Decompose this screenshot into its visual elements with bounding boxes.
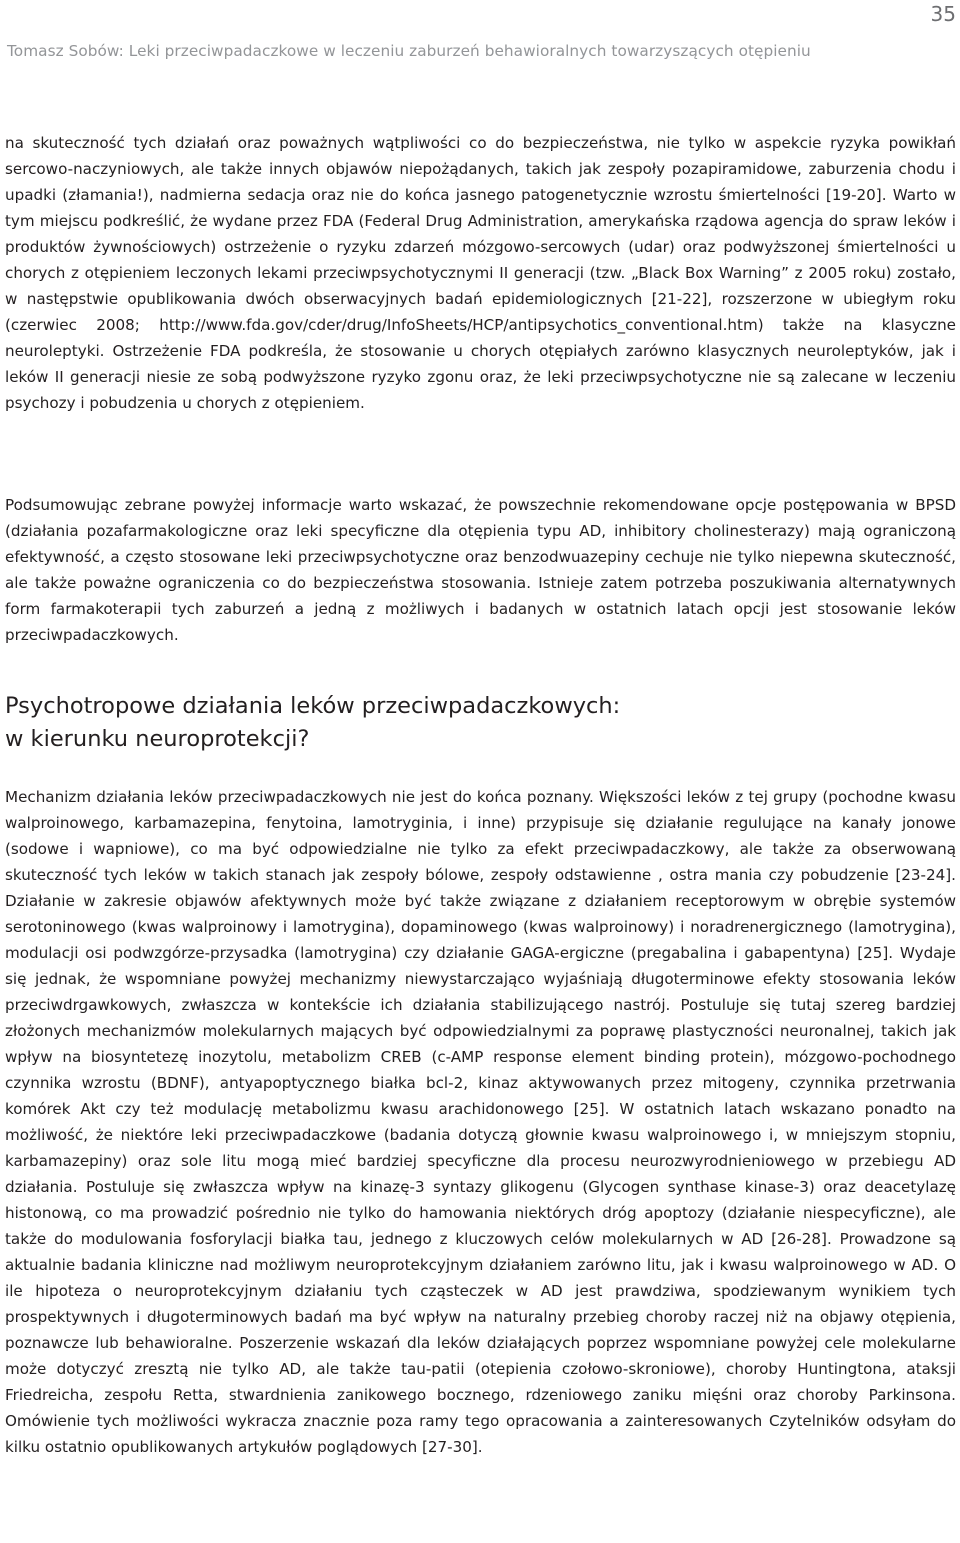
body-paragraph: na skuteczność tych działań oraz poważnych wątpliwości co do bezpieczeństwa, nie tylko w aspekcie ryzyka powikłań sercowo-naczyniowych, ale także innych objawów niepożądanych, takich jak zespoły pozapiramidowe, zaburzenia chodu i upadki (złamania!), nadmierna sedacja oraz nie do końca jasnego patogenetycznie wzrostu śmiertelności [19-20]. Warto w tym miejscu podkreślić, że wydane przez FDA (Federal Drug Administration, amerykańska rządowa agencja do spraw leków i produktów żywnościowych) ostrzeżenie o ryzyku zdarzeń mózgowo-sercowych (udar) oraz podwyższonej śmiertelności u chorych z otępieniem leczonych lekami przeciwpsychotycznymi II generacji (tzw. „Black Box Warning” z 2005 roku) zostało, w następstwie opublikowania dwóch obserwacyjnych badań epidemiologicznych [21-22], rozszerzone w ubiegłym roku (czerwiec 2008; http://www.fda.gov/cder/drug/InfoSheets/HCP/antipsychotics_conventional.htm) także na klasyczne neuroleptyki. Ostrzeżenie FDA podkreśla, że stosowanie u chorych otępiałych zarówno klasycznych neuroleptyków, jak i leków II generacji niesie ze sobą podwyższone ryzyko zgonu oraz, że leki przeciwpsychotyczne nie są zalecane w leczeniu psychozy i pobudzenia u chorych z otępieniem. (5, 134, 956, 413)
body-paragraph: Mechanizm działania leków przeciwpadaczkowych nie jest do końca poznany. Większości leków z tej grupy (pochodne kwasu walproinowego, karbamazepina, fenytoina, lamotryginia, i inne) przypisuje się działanie regulujące na kanały jonowe (sodowe i wapniowe), co ma być odpowiedzialne nie tylko za efekt przeciwpadaczkowy, ale także za obserwowaną skuteczność tych leków w takich stanach jak zespoły bólowe, zespoły odstawienne , ostra mania czy pobudzenie [23-24]. Działanie w zakresie objawów afektywnych może być także związane z działaniem receptorowym w obrębie systemów serotoninowego (kwas walproinowy i lamotrygina), dopaminowego (kwas walproinowy) i noradrenergicznego (lamotrygina), modulacji osi podwzgórze-przysadka (lamotrygina) czy działanie GAGA-ergiczne (pregabalina i gabapentyna) [25]. Wydaje się jednak, że wspomniane powyżej mechanizmy niewystarczająco wyjaśniają długoterminowe efekty stosowania leków przeciwdrgawkowych, zwłaszcza w kontekście ich działania stabilizującego nastrój. Postuluje się tutaj szereg bardziej złożonych mechanizmów molekularnych mających być odpowiedzialnymi za poprawę plastyczności neuronalnej, takich jak wpływ na biosyntetezę inozytolu, metabolizm CREB (c-AMP response element binding protein), mózgowo-pochodnego czynnika wzrostu (BDNF), antyapoptycznego białka bcl-2, kinaz aktywowanych przez mitogeny, czynnika przetrwania komórek Akt czy też modulację metabolizmu kwasu arachidonowego [25]. W ostatnich latach wskazano ponadto na możliwość, że niektóre leki przeciwpadaczkowe (badania dotyczą głownie kwasu walproinowego i, w mniejszym stopniu, karbamazepiny) oraz sole litu mogą mieć bardziej specyficzne dla procesu neurozwyrodnieniowego w przebiegu AD działania. Postuluje się zwłaszcza wpływ na kinazę-3 syntazy glikogenu (Glycogen synthase kinase-3) oraz deacetylazę histonową, co ma prowadzić pośrednio nie tylko do hamowania niektórych dróg apoptozy (działanie niespecyficzne), ale także do modulowania fosforylacji białka tau, jednego z kluczowych celów molekularnych w AD [26-28]. Prowadzone są aktualnie badania kliniczne nad możliwym neuroprotekcyjnym działaniem zarówno litu, jak i kwasu walproinowego w AD. O ile hipoteza o neuroprotekcyjnym działaniu tych cząsteczek w AD jest prawdziwa, spodziewanym wynikiem tych prospektywnych i długoterminowych badań ma być wpływ na naturalny przebieg choroby raczej niż na objawy otępienia, poznawcze lub behawioralne. Poszerzenie wskazań dla leków działających poprzez wspomniane powyżej cele molekularne może dotyczyć zresztą nie tylko AD, ale także tau-patii (otepienia czołowo-skroniowe), choroby Huntingtona, ataksji Friedreicha, zespołu Retta, stwardnienia zanikowego bocznego, rdzeniowego zaniku mięśni oraz choroby Parkinsona. Omówienie tych możliwości wykracza znacznie poza ramy tego opracowania a zainteresowanych Czytelników odsyłam do kilku ostatnio opublikowanych artykułów poglądowych [27-30]. (5, 788, 956, 1457)
section-heading-line: w kierunku neuroprotekcji? (5, 726, 310, 752)
section-heading-line: Psychotropowe działania leków przeciwpadaczkowych: (5, 693, 621, 719)
running-header: Tomasz Sobów: Leki przeciwpadaczkowe w leczeniu zaburzeń behawioralnych towarzyszących otępieniu (7, 42, 811, 60)
section-heading (5, 690, 956, 756)
body-paragraph: Podsumowując zebrane powyżej informacje warto wskazać, że powszechnie rekomendowane opcje postępowania w BPSD (działania pozafarmakologiczne oraz leki specyficzne dla otępienia typu AD, inhibitory cholinesterazy) mają ograniczoną efektywność, a często stosowane leki przeciwpsychotyczne oraz benzodwuazepiny cechuje nie tylko niepewna skuteczność, ale także poważne ograniczenia co do bezpieczeństwa stosowania. Istnieje zatem potrzeba poszukiwania alternatywnych form farmakoterapii tych zaburzeń a jedną z możliwych i badanych w ostatnich latach opcji jest stosowanie leków przeciwpadaczkowych. (5, 496, 956, 645)
page-number: 35 (930, 2, 956, 26)
